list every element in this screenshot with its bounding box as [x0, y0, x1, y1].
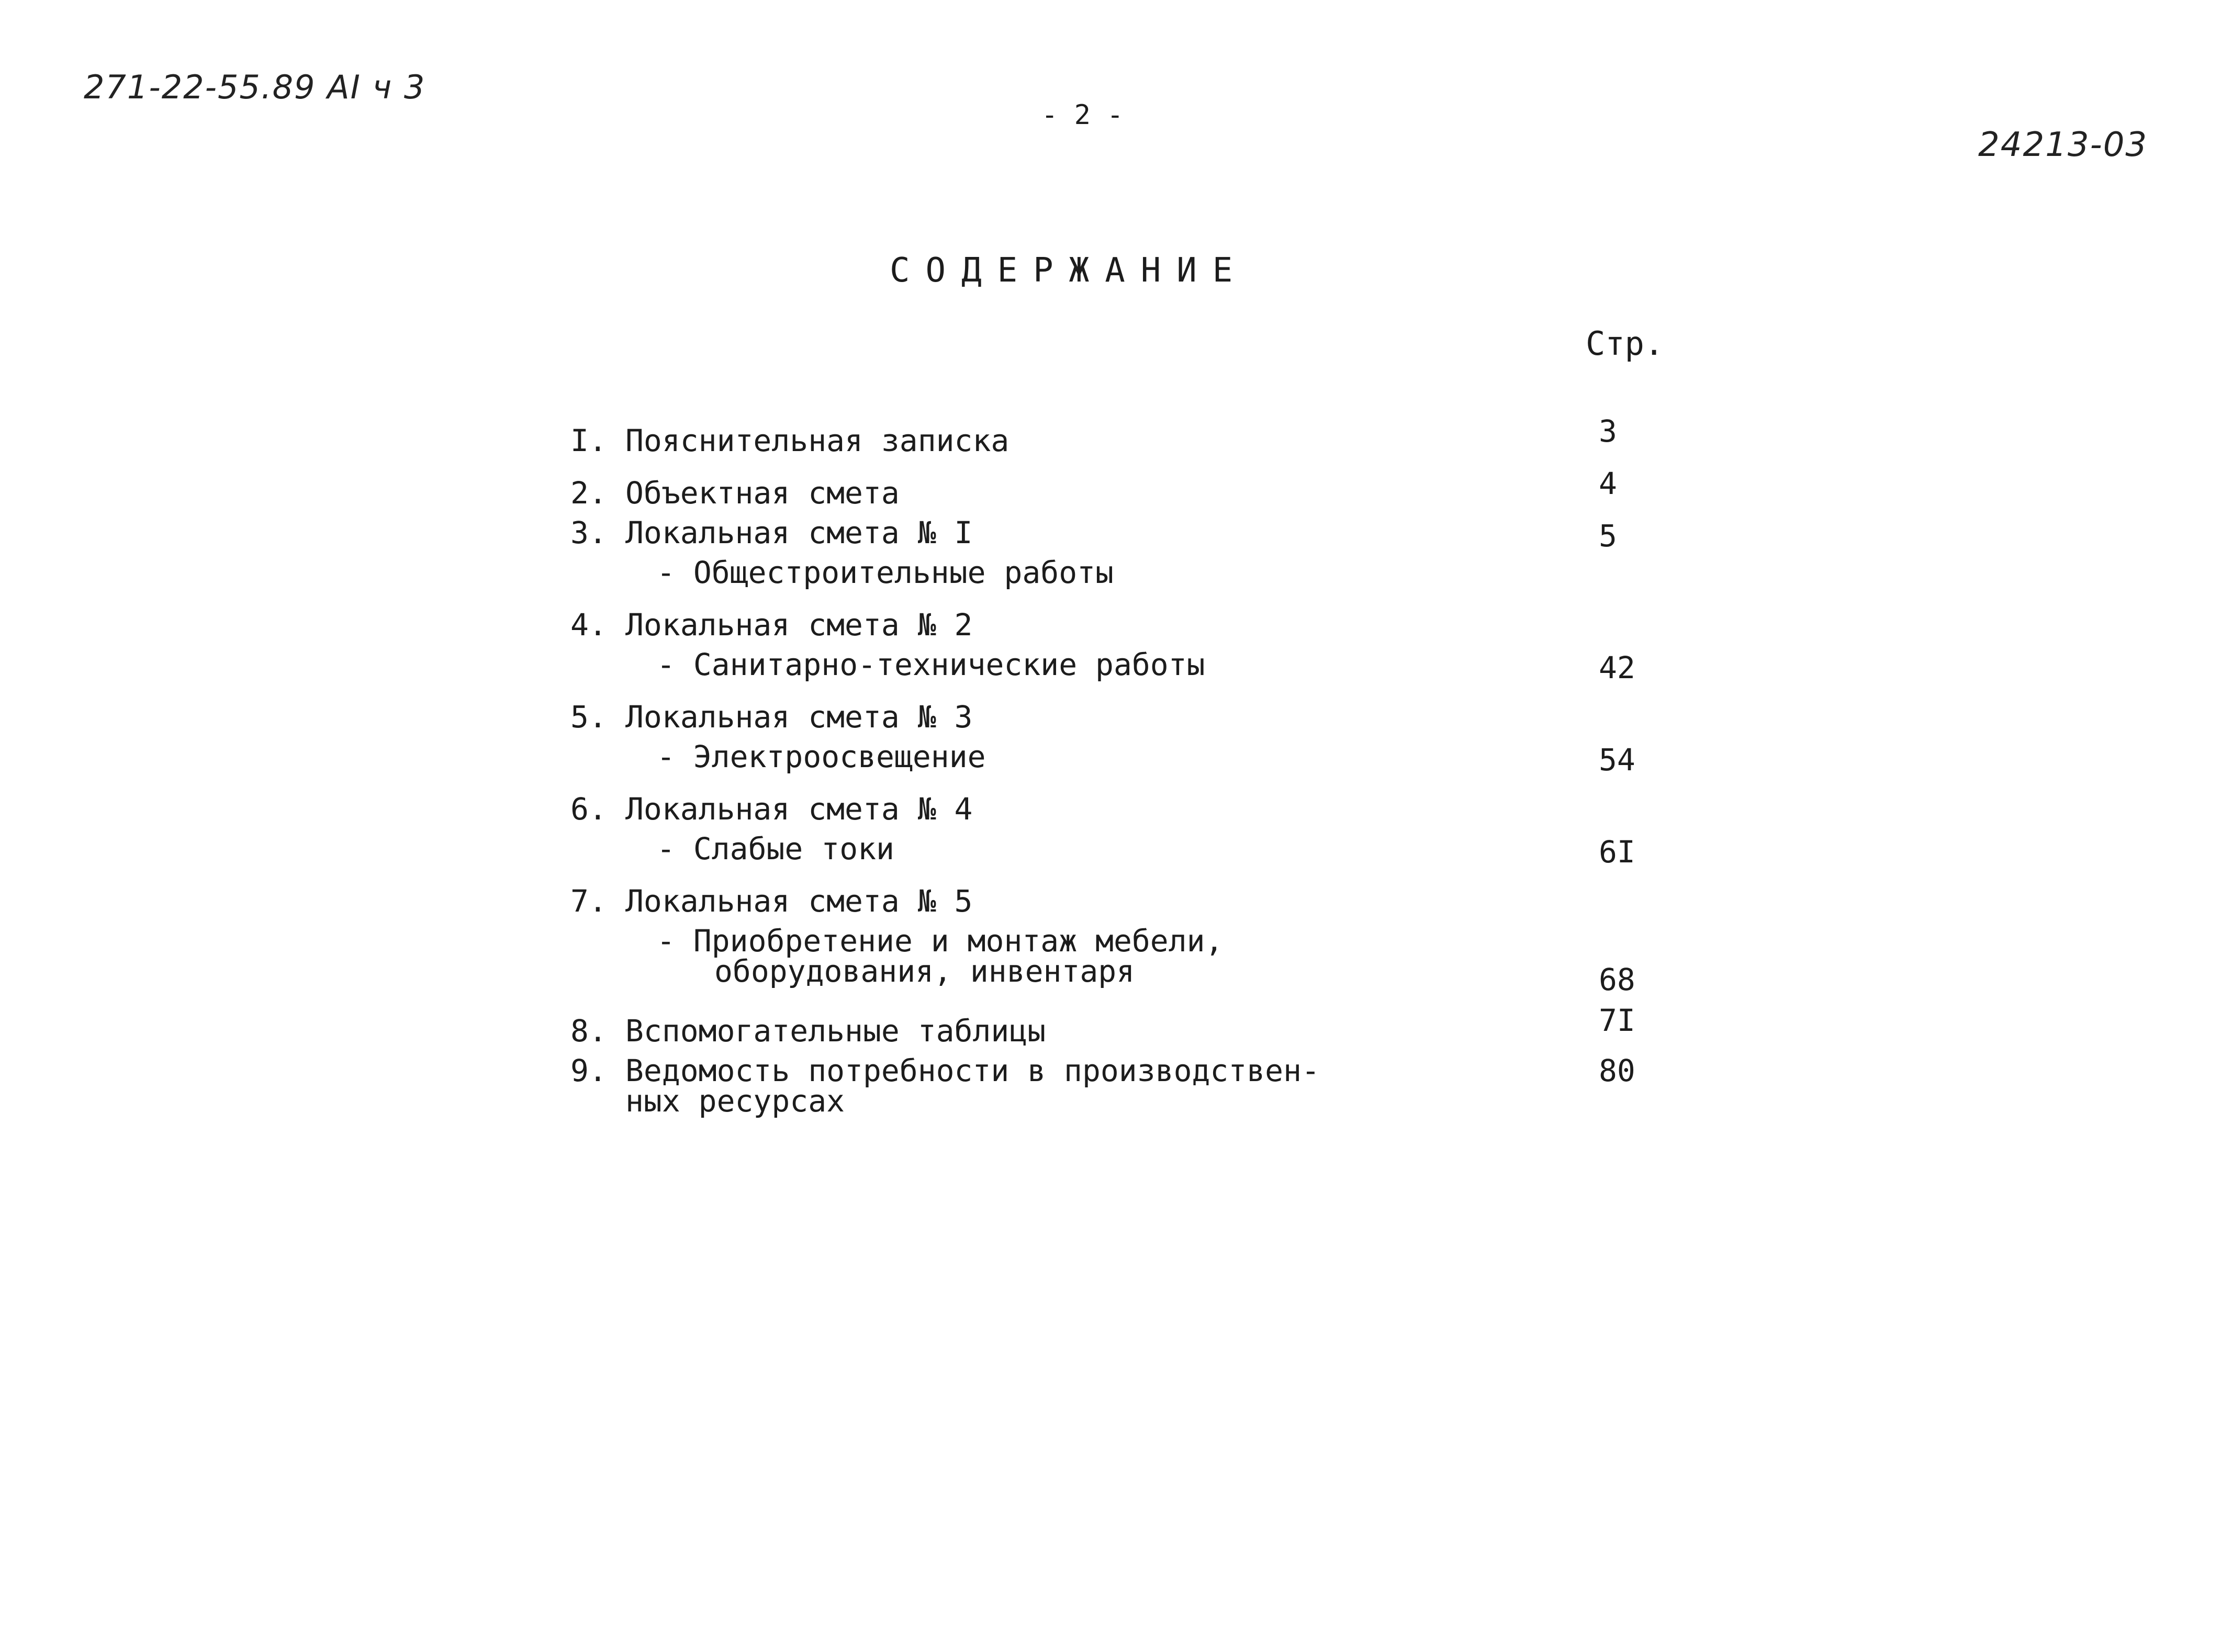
toc-entry-subtitle-continuation: оборудования, инвентаря	[714, 953, 1135, 989]
toc-entry-page: 42	[1599, 650, 1635, 685]
toc-entry-number: 4.	[570, 607, 607, 643]
toc-entry-page: 7I	[1599, 1003, 1635, 1038]
page-title: СОДЕРЖАНИЕ	[890, 251, 1249, 290]
toc-entry-number: 5.	[570, 699, 607, 735]
toc-entry-subtitle: - Слабые токи	[657, 831, 894, 867]
toc-entry-number: 2.	[570, 475, 607, 511]
toc-entry-page: 5	[1599, 518, 1617, 554]
toc-entry-title: Локальная смета № 3	[625, 699, 973, 735]
toc-entry-number: 3.	[570, 515, 607, 550]
toc-entry-page: 3	[1599, 413, 1617, 449]
toc-entry-number: 9.	[570, 1053, 607, 1088]
toc-entry	[570, 460, 1722, 513]
page-number: - 2 -	[1041, 99, 1124, 131]
toc-entry-number: 7.	[570, 883, 607, 919]
toc-entry	[570, 408, 1722, 460]
toc-entry-title: Локальная смета № 2	[625, 607, 973, 643]
toc-entry-title: Объектная смета	[625, 475, 900, 511]
toc-entry-subtitle: - Санитарно-технические работы	[657, 647, 1205, 682]
toc-entry-title: Ведомость потребности в производствен-	[625, 1053, 1320, 1088]
toc-entry-page: 6I	[1599, 834, 1635, 870]
toc-entry	[570, 605, 1722, 697]
toc-entry-subtitle: - Приобретение и монтаж мебели,	[657, 923, 1224, 959]
toc-entry-page: 54	[1599, 742, 1635, 778]
table-of-contents	[570, 408, 1722, 1119]
toc-entry-title-continuation: ных ресурсах	[625, 1083, 845, 1119]
toc-entry-title: Пояснительная записка	[625, 423, 1009, 458]
document-code-right: 24213-03	[1978, 126, 2148, 164]
toc-entry-subtitle: - Общестроительные работы	[657, 555, 1114, 590]
page-column-header: Стр.	[1586, 324, 1664, 363]
toc-entry-page: 68	[1599, 962, 1635, 997]
toc-entry-number: 6.	[570, 791, 607, 827]
toc-entry-title: Локальная смета № 4	[625, 791, 973, 827]
toc-entry	[570, 998, 1722, 1051]
toc-entry	[570, 697, 1722, 789]
toc-entry-title: Локальная смета № 5	[625, 883, 973, 919]
toc-entry	[570, 513, 1722, 605]
toc-entry-title: Локальная смета № I	[625, 515, 973, 550]
toc-entry-subtitle: - Электроосвещение	[657, 739, 986, 774]
document-code-left: 271-22-55.89 АI ч 3	[84, 68, 426, 106]
toc-entry-title: Вспомогательные таблицы	[625, 1013, 1046, 1049]
toc-entry-page: 4	[1599, 466, 1617, 501]
toc-entry-page: 80	[1599, 1053, 1635, 1088]
toc-entry	[570, 1051, 1722, 1119]
toc-entry	[570, 881, 1722, 998]
toc-entry-number: I.	[570, 423, 607, 458]
toc-entry-number: 8.	[570, 1013, 607, 1049]
toc-entry	[570, 789, 1722, 881]
